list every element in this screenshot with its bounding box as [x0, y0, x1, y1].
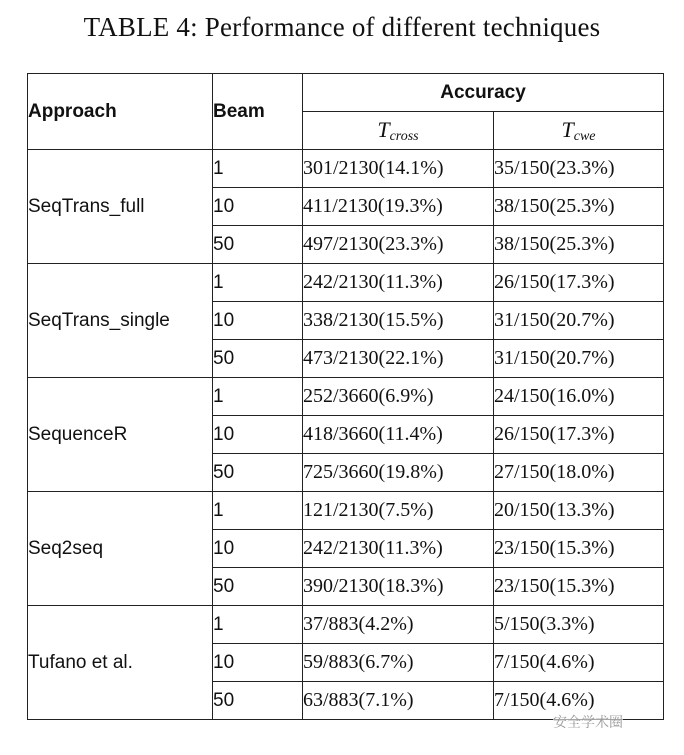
- t-cross-cell: 411/2130(19.3%): [303, 188, 494, 226]
- t-cwe-cell: 31/150(20.7%): [494, 302, 664, 340]
- t-cross-cell: 473/2130(22.1%): [303, 340, 494, 378]
- beam-cell: 1: [213, 492, 303, 530]
- t-cwe-cell: 31/150(20.7%): [494, 340, 664, 378]
- t-cwe-cell: 23/150(15.3%): [494, 530, 664, 568]
- header-t-cwe-base: T: [561, 116, 574, 142]
- beam-cell: 10: [213, 530, 303, 568]
- beam-cell: 10: [213, 416, 303, 454]
- t-cross-cell: 338/2130(15.5%): [303, 302, 494, 340]
- beam-cell: 1: [213, 264, 303, 302]
- t-cross-cell: 252/3660(6.9%): [303, 378, 494, 416]
- header-t-cross-sub: cross: [389, 128, 419, 144]
- t-cwe-cell: 38/150(25.3%): [494, 226, 664, 264]
- table-caption: TABLE 4: Performance of different techniques: [83, 12, 601, 42]
- t-cross-cell: 242/2130(11.3%): [303, 530, 494, 568]
- beam-cell: 10: [213, 188, 303, 226]
- approach-cell: Seq2seq: [28, 492, 213, 606]
- t-cross-cell: 121/2130(7.5%): [303, 492, 494, 530]
- table-row: [28, 492, 664, 530]
- beam-cell: 10: [213, 644, 303, 682]
- t-cwe-cell: 26/150(17.3%): [494, 416, 664, 454]
- t-cross-cell: 390/2130(18.3%): [303, 568, 494, 606]
- t-cross-cell: 37/883(4.2%): [303, 606, 494, 644]
- table-row: [28, 378, 664, 416]
- approach-cell: SeqTrans_single: [28, 264, 213, 378]
- table-body: [28, 150, 664, 720]
- header-t-cwe: [494, 112, 664, 150]
- watermark-text: 安全学术圈: [553, 712, 623, 732]
- approach-cell: SequenceR: [28, 378, 213, 492]
- beam-cell: 50: [213, 340, 303, 378]
- header-t-cwe-sub: cwe: [573, 128, 596, 144]
- t-cross-cell: 301/2130(14.1%): [303, 150, 494, 188]
- beam-cell: 10: [213, 302, 303, 340]
- t-cwe-cell: 26/150(17.3%): [494, 264, 664, 302]
- beam-cell: 50: [213, 682, 303, 720]
- t-cross-cell: 725/3660(19.8%): [303, 454, 494, 492]
- t-cwe-cell: 7/150(4.6%): [494, 682, 664, 720]
- t-cwe-cell: 27/150(18.0%): [494, 454, 664, 492]
- t-cross-cell: 59/883(6.7%): [303, 644, 494, 682]
- performance-table: [27, 73, 664, 720]
- t-cross-cell: 242/2130(11.3%): [303, 264, 494, 302]
- table-row: [28, 264, 664, 302]
- table-row: [28, 150, 664, 188]
- t-cross-cell: 497/2130(23.3%): [303, 226, 494, 264]
- beam-cell: 1: [213, 150, 303, 188]
- table-row: [28, 606, 664, 644]
- t-cwe-cell: 7/150(4.6%): [494, 644, 664, 682]
- t-cwe-cell: 23/150(15.3%): [494, 568, 664, 606]
- beam-cell: 1: [213, 378, 303, 416]
- t-cross-cell: 63/883(7.1%): [303, 682, 494, 720]
- header-t-cross-base: T: [377, 116, 390, 142]
- header-beam: Beam: [213, 74, 303, 150]
- t-cross-cell: 418/3660(11.4%): [303, 416, 494, 454]
- beam-cell: 1: [213, 606, 303, 644]
- approach-cell: SeqTrans_full: [28, 150, 213, 264]
- beam-cell: 50: [213, 568, 303, 606]
- t-cwe-cell: 35/150(23.3%): [494, 150, 664, 188]
- header-accuracy: Accuracy: [303, 74, 664, 112]
- beam-cell: 50: [213, 226, 303, 264]
- beam-cell: 50: [213, 454, 303, 492]
- t-cwe-cell: 24/150(16.0%): [494, 378, 664, 416]
- header-t-cross: [303, 112, 494, 150]
- t-cwe-cell: 20/150(13.3%): [494, 492, 664, 530]
- header-approach: Approach: [28, 74, 213, 150]
- approach-cell: Tufano et al.: [28, 606, 213, 720]
- table-header: [28, 74, 664, 150]
- t-cwe-cell: 38/150(25.3%): [494, 188, 664, 226]
- t-cwe-cell: 5/150(3.3%): [494, 606, 664, 644]
